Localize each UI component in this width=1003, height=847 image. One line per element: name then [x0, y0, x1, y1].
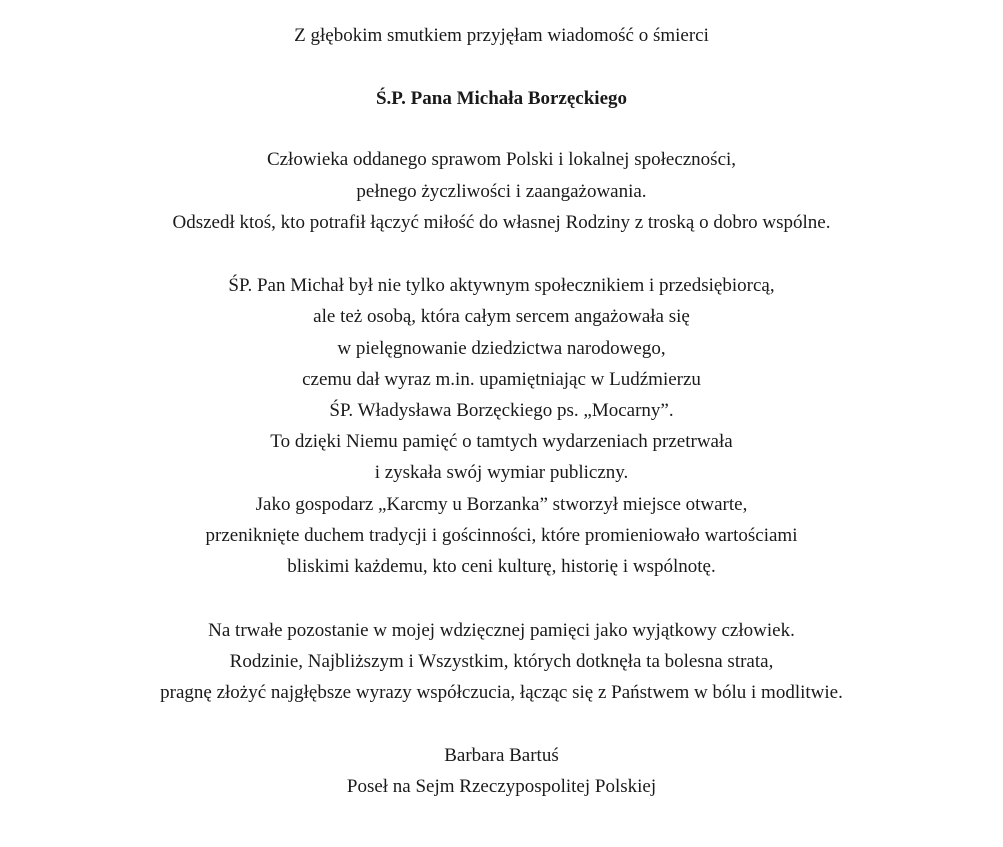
paragraph-2-line: ale też osobą, która całym sercem angażowała się [313, 306, 690, 327]
signature-title: Poseł na Sejm Rzeczypospolitej Polskiej [346, 776, 657, 797]
paragraph-2-line: i zyskała swój wymiar publiczny. [374, 462, 629, 483]
paragraph-2-line: w pielęgnowanie dziedzictwa narodowego, [337, 338, 666, 359]
paragraph-1-line: pełnego życzliwości i zaangażowania. [356, 181, 647, 202]
intro-line: Z głębokim smutkiem przyjęłam wiadomość o śmierci [294, 25, 709, 46]
paragraph-2-line: Jako gospodarz „Karcmy u Borzanka” stworzył miejsce otwarte, [255, 494, 748, 515]
paragraph-3-line: Na trwałe pozostanie w mojej wdzięcznej pamięci jako wyjątkowy człowiek. [208, 620, 795, 641]
paragraph-1-line: Odszedł ktoś, kto potrafił łączyć miłość do własnej Rodziny z troską o dobro wspólne. [172, 212, 831, 233]
paragraph-3-line: Rodzinie, Najbliższym i Wszystkim, których dotknęła ta bolesna strata, [229, 651, 774, 672]
paragraph-2-line: przeniknięte duchem tradycji i gościnności, które promieniowało wartościami [205, 525, 798, 546]
name-heading: Ś.P. Pana Michała Borzęckiego [375, 88, 628, 109]
paragraph-2-line: ŚP. Władysława Borzęckiego ps. „Mocarny”. [329, 400, 674, 421]
paragraph-2-line: ŚP. Pan Michał był nie tylko aktywnym społecznikiem i przedsiębiorcą, [228, 275, 775, 296]
signature-name: Barbara Bartuś [444, 745, 559, 766]
paragraph-3-line: pragnę złożyć najgłębsze wyrazy współczucia, łącząc się z Państwem w bólu i modlitwie. [160, 682, 843, 703]
paragraph-1-line: Człowieka oddanego sprawom Polski i lokalnej społeczności, [266, 149, 737, 170]
paragraph-2-line: To dzięki Niemu pamięć o tamtych wydarzeniach przetrwała [270, 431, 733, 452]
paragraph-2-line: bliskimi każdemu, kto ceni kulturę, historię i wspólnotę. [287, 556, 716, 577]
paragraph-2-line: czemu dał wyraz m.in. upamiętniając w Ludźmierzu [302, 369, 701, 390]
